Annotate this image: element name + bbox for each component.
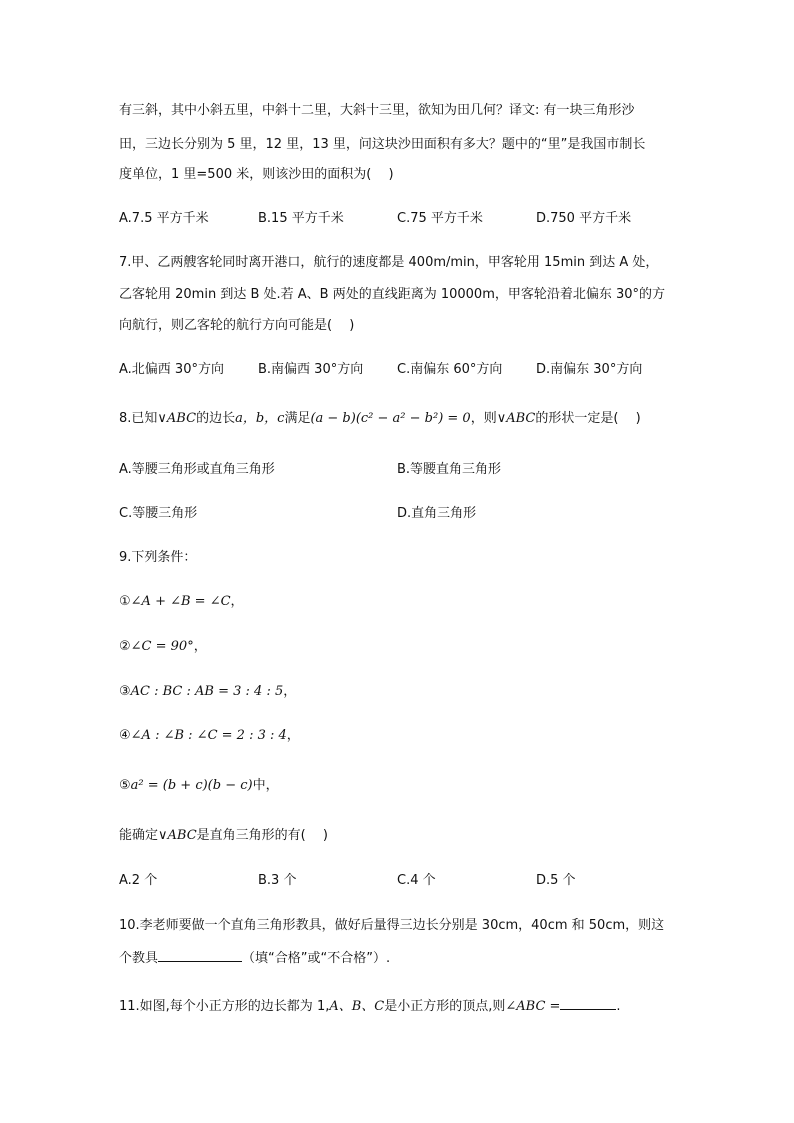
q9-title: 9.下列条件：: [119, 550, 197, 565]
q6-text-line-2: 田，三边长分别为 5 里，12 里，13 里，问这块沙田面积有多大？题中的“里”是我国市制长: [119, 137, 646, 152]
q8-question: [119, 411, 641, 427]
q9-condition-1-num: ①: [119, 594, 131, 609]
q7-text-line-2: 乙客轮用 20min 到达 B 处.若 A、B 两处的直线距离为 10000m，甲客轮沿着北偏东 30°的方: [119, 287, 666, 302]
q7-text-line-3: 向航行，则乙客轮的航行方向可能是( ): [119, 318, 355, 333]
q9-condition-4: [119, 728, 300, 744]
q8-option-c[interactable]: C.等腰三角形: [119, 506, 198, 521]
q9-condition-3: [119, 684, 296, 700]
q9-condition-3-num: ③: [119, 684, 131, 699]
q6-option-d[interactable]: D.750 平方千米: [536, 211, 632, 226]
q11-angle: ∠ABC =: [505, 999, 561, 1014]
q9-option-a[interactable]: A.2 个: [119, 873, 158, 888]
q11-answer-blank[interactable]: [560, 997, 616, 1010]
q6-option-a[interactable]: A.7.5 平方千米: [119, 211, 209, 226]
q11-mid: 是小正方形的顶点,则: [384, 999, 506, 1014]
q9-condition-3-expr: AC : BC : AB = 3 : 4 : 5: [130, 684, 284, 699]
q9-condition-2-end: ，: [193, 639, 207, 654]
q11-post: .: [616, 999, 621, 1014]
q6-text-line-1: 有三斜，其中小斜五里，中斜十二里，大斜十三里，欲知为田几何？译文: 有一块三角形沙: [119, 103, 635, 118]
q11-pre: 11.如图,每个小正方形的边长都为 1,: [119, 999, 330, 1014]
q10-text-line-1: 10.李老师要做一个直角三角形教具，做好后量得三边长分别是 30cm，40cm 和 50cm，则这: [119, 918, 665, 933]
q9-condition-1-end: ，: [230, 594, 244, 609]
q8-triangle-2: ∨ABC: [496, 411, 536, 426]
q9-condition-1: [119, 594, 244, 610]
q8-option-a[interactable]: A.等腰三角形或直角三角形: [119, 462, 275, 477]
q7-option-d[interactable]: D.南偏东 30°方向: [536, 362, 643, 377]
q9-condition-4-end: ，: [286, 728, 300, 743]
q8-option-d[interactable]: D.直角三角形: [397, 506, 477, 521]
q9-condition-4-num: ④: [119, 728, 131, 743]
q7-text-line-1: 7.甲、乙两艘客轮同时离开港口，航行的速度都是 400m/min，甲客轮用 15min 到达 A 处，: [119, 255, 659, 270]
q9-condition-5-num: ⑤: [119, 778, 131, 793]
q10-text-line-2: [119, 949, 390, 967]
q10-answer-blank[interactable]: [158, 949, 242, 962]
q9-condition-5: [119, 778, 279, 794]
q7-options: [119, 362, 679, 378]
q9-condition-2-num: ②: [119, 639, 131, 654]
q9-ask-post: 是直角三角形的有( ): [196, 828, 328, 843]
q8-equation: (a − b)(c² − a² − b²) = 0: [310, 411, 471, 426]
q8-options-row-2: [119, 506, 679, 522]
q11-question: [119, 997, 621, 1015]
q8-suffix: 的形状一定是( ): [535, 411, 641, 426]
q9-condition-5-end: 中，: [252, 778, 279, 793]
q9-condition-1-expr: ∠A + ∠B = ∠C: [130, 594, 231, 609]
q8-options-row-1: [119, 462, 679, 478]
q9-option-c[interactable]: C.4 个: [397, 873, 436, 888]
q8-prefix: 8.已知: [119, 411, 158, 426]
q9-condition-2: [119, 639, 207, 655]
q6-option-c[interactable]: C.75 平方千米: [397, 211, 483, 226]
q8-option-b[interactable]: B.等腰直角三角形: [397, 462, 502, 477]
q10-line-2-post: （填“合格”或“不合格”）.: [242, 951, 391, 966]
q8-mid-1: 的边长: [196, 411, 236, 426]
q9-ask-triangle: ∨ABC: [158, 828, 197, 843]
q9-condition-2-expr: ∠C = 90°: [130, 639, 194, 654]
q7-option-c[interactable]: C.南偏东 60°方向: [397, 362, 503, 377]
q10-line-2-pre: 个教具: [119, 951, 159, 966]
q9-condition-4-expr: ∠A : ∠B : ∠C = 2 : 3 : 4: [130, 728, 287, 743]
q6-option-b[interactable]: B.15 平方千米: [258, 211, 344, 226]
q9-question: [119, 828, 328, 844]
q7-option-a[interactable]: A.北偏西 30°方向: [119, 362, 224, 377]
q9-option-d[interactable]: D.5 个: [536, 873, 576, 888]
q6-text-line-3: 度单位，1 里=500 米，则该沙田的面积为( ): [119, 167, 394, 182]
q9-ask-pre: 能确定: [119, 828, 159, 843]
q11-points: A、B、C: [329, 999, 385, 1014]
q8-triangle: ∨ABC: [157, 411, 197, 426]
q8-mid-3: ，则: [470, 411, 497, 426]
q6-options: [119, 211, 679, 227]
q9-condition-5-expr: a² = (b + c)(b − c): [130, 778, 253, 793]
q9-option-b[interactable]: B.3 个: [258, 873, 297, 888]
q8-vars: a，b，c: [235, 411, 285, 426]
q7-option-b[interactable]: B.南偏西 30°方向: [258, 362, 364, 377]
q8-mid-2: 满足: [284, 411, 311, 426]
q9-options: [119, 873, 679, 889]
q9-condition-3-end: ，: [283, 684, 297, 699]
